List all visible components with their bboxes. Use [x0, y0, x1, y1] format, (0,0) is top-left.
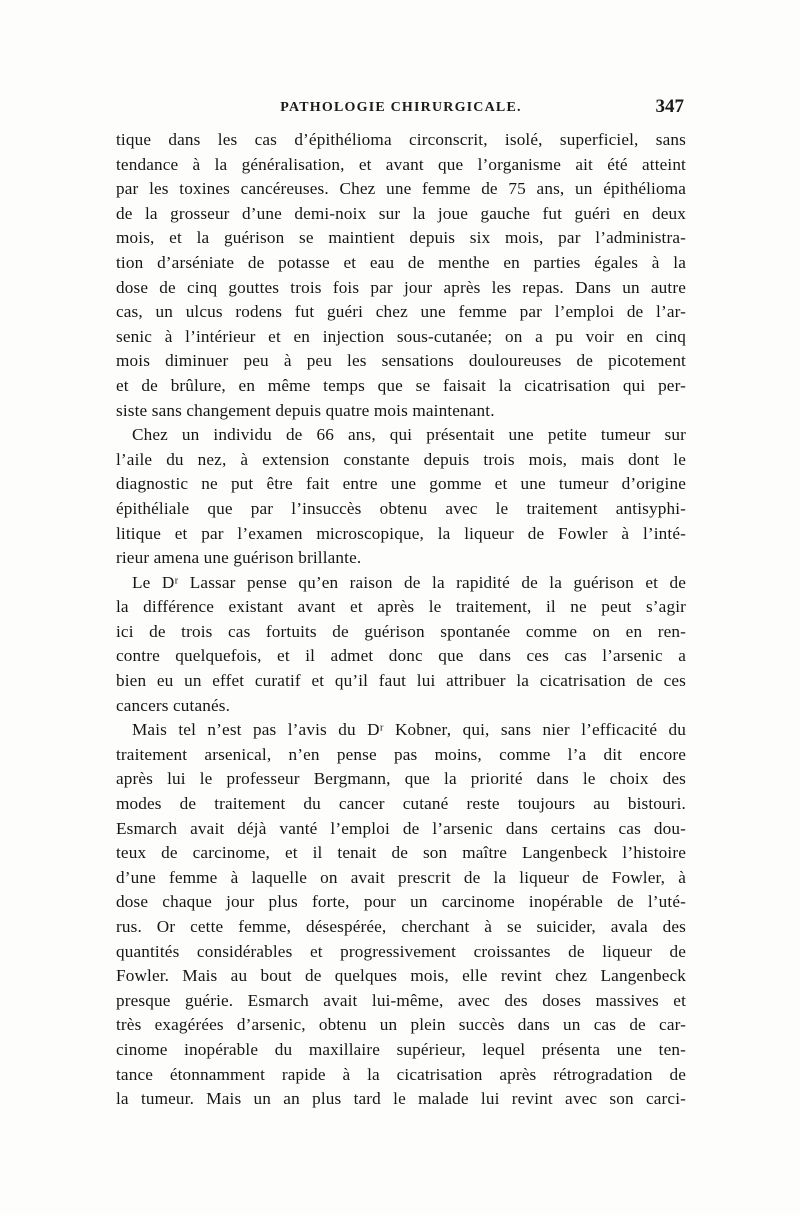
text-line: Mais tel n’est pas l’avis du Dʳ Kobner, qui, sans nier l’efficacité du	[132, 720, 686, 740]
text-line: ici de trois cas fortuits de guérison spontanée comme on en ren-	[116, 621, 686, 641]
text-line: après lui le professeur Bergmann, que la priorité dans le choix des	[116, 769, 686, 789]
text-line: cas, un ulcus rodens fut guéri chez une femme par l’emploi de l’ar-	[116, 302, 686, 322]
text-line: d’une femme à laquelle on avait prescrit de la liqueur de Fowler, à	[116, 867, 686, 887]
body-text	[116, 128, 686, 1112]
text-line: Esmarch avait déjà vanté l’emploi de l’arsenic dans certains cas dou-	[116, 818, 686, 838]
text-line: Le Dʳ Lassar pense qu’en raison de la rapidité de la guérison et de	[132, 572, 686, 592]
text-line: de la grosseur d’une demi-noix sur la joue gauche fut guéri en deux	[116, 203, 686, 223]
text-line: Chez un individu de 66 ans, qui présentait une petite tumeur sur	[132, 425, 686, 445]
text-line: diagnostic ne put être fait entre une gomme et une tumeur d’origine	[116, 474, 686, 494]
text-line: cancers cutanés.	[116, 695, 231, 715]
text-line: tique dans les cas d’épithélioma circonscrit, isolé, superficiel, sans	[116, 130, 686, 149]
text-line: et de brûlure, en même temps que se faisait la cicatrisation qui per-	[116, 375, 686, 395]
text-line: mois diminuer peu à peu les sensations douloureuses de picotement	[116, 351, 686, 371]
text-line: quantités considérables et progressivement croissantes de liqueur de	[116, 941, 686, 961]
text-line: rus. Or cette femme, désespérée, cherchant à se suicider, avala des	[116, 917, 686, 936]
text-line: litique et par l’examen microscopique, la liqueur de Fowler à l’inté-	[116, 523, 686, 543]
text-line: dose chaque jour plus forte, pour un carcinome inopérable de l’uté-	[116, 892, 686, 912]
text-line: senic à l’intérieur et en injection sous-cutanée; on a pu voir en cinq	[116, 326, 686, 346]
text-line: Fowler. Mais au bout de quelques mois, elle revint chez Langenbeck	[116, 966, 686, 986]
text-line: tion d’arséniate de potasse et eau de menthe en parties égales à la	[116, 252, 686, 272]
text-line: teux de carcinome, et il tenait de son maître Langenbeck l’histoire	[116, 843, 686, 863]
page-number: 347	[655, 96, 684, 117]
text-line: cinome inopérable du maxillaire supérieur, lequel présenta une ten-	[116, 1039, 686, 1059]
text-line: mois, et la guérison se maintient depuis six mois, par l’administra-	[116, 228, 686, 248]
text-line: presque guérie. Esmarch avait lui-même, avec des doses massives et	[116, 990, 686, 1010]
text-line: tance étonnamment rapide à la cicatrisation après rétrogradation de	[116, 1064, 686, 1084]
text-line: par les toxines cancéreuses. Chez une femme de 75 ans, un épithélioma	[116, 179, 686, 199]
text-line: épithéliale que par l’insuccès obtenu avec le traitement antisyphi-	[116, 498, 686, 518]
text-line: contre quelquefois, et il admet donc que dans ces cas l’arsenic a	[116, 646, 686, 666]
text-line: rieur amena une guérison brillante.	[116, 548, 362, 568]
text-line: tendance à la généralisation, et avant que l’organisme ait été atteint	[116, 154, 686, 174]
text-line: dose de cinq gouttes trois fois par jour après les repas. Dans un autre	[116, 277, 686, 297]
text-line: très exagérées d’arsenic, obtenu un plein succès dans un cas de car-	[116, 1015, 686, 1035]
text-line: traitement arsenical, n’en pense pas moins, comme l’a dit encore	[116, 744, 686, 764]
running-head: PATHOLOGIE CHIRURGICALE.	[280, 100, 522, 115]
text-line: la différence existant avant et après le traitement, il ne peut s’agir	[116, 597, 686, 617]
text-line: bien eu un effet curatif et qu’il faut lui attribuer la cicatrisation de ces	[116, 671, 686, 691]
text-line: l’aile du nez, à extension constante depuis trois mois, mais dont le	[116, 449, 686, 469]
text-line: siste sans changement depuis quatre mois maintenant.	[116, 400, 495, 420]
text-line: la tumeur. Mais un an plus tard le malade lui revint avec son carci-	[116, 1089, 686, 1109]
text-line: modes de traitement du cancer cutané reste toujours au bistouri.	[116, 794, 686, 814]
page-header	[118, 96, 684, 124]
